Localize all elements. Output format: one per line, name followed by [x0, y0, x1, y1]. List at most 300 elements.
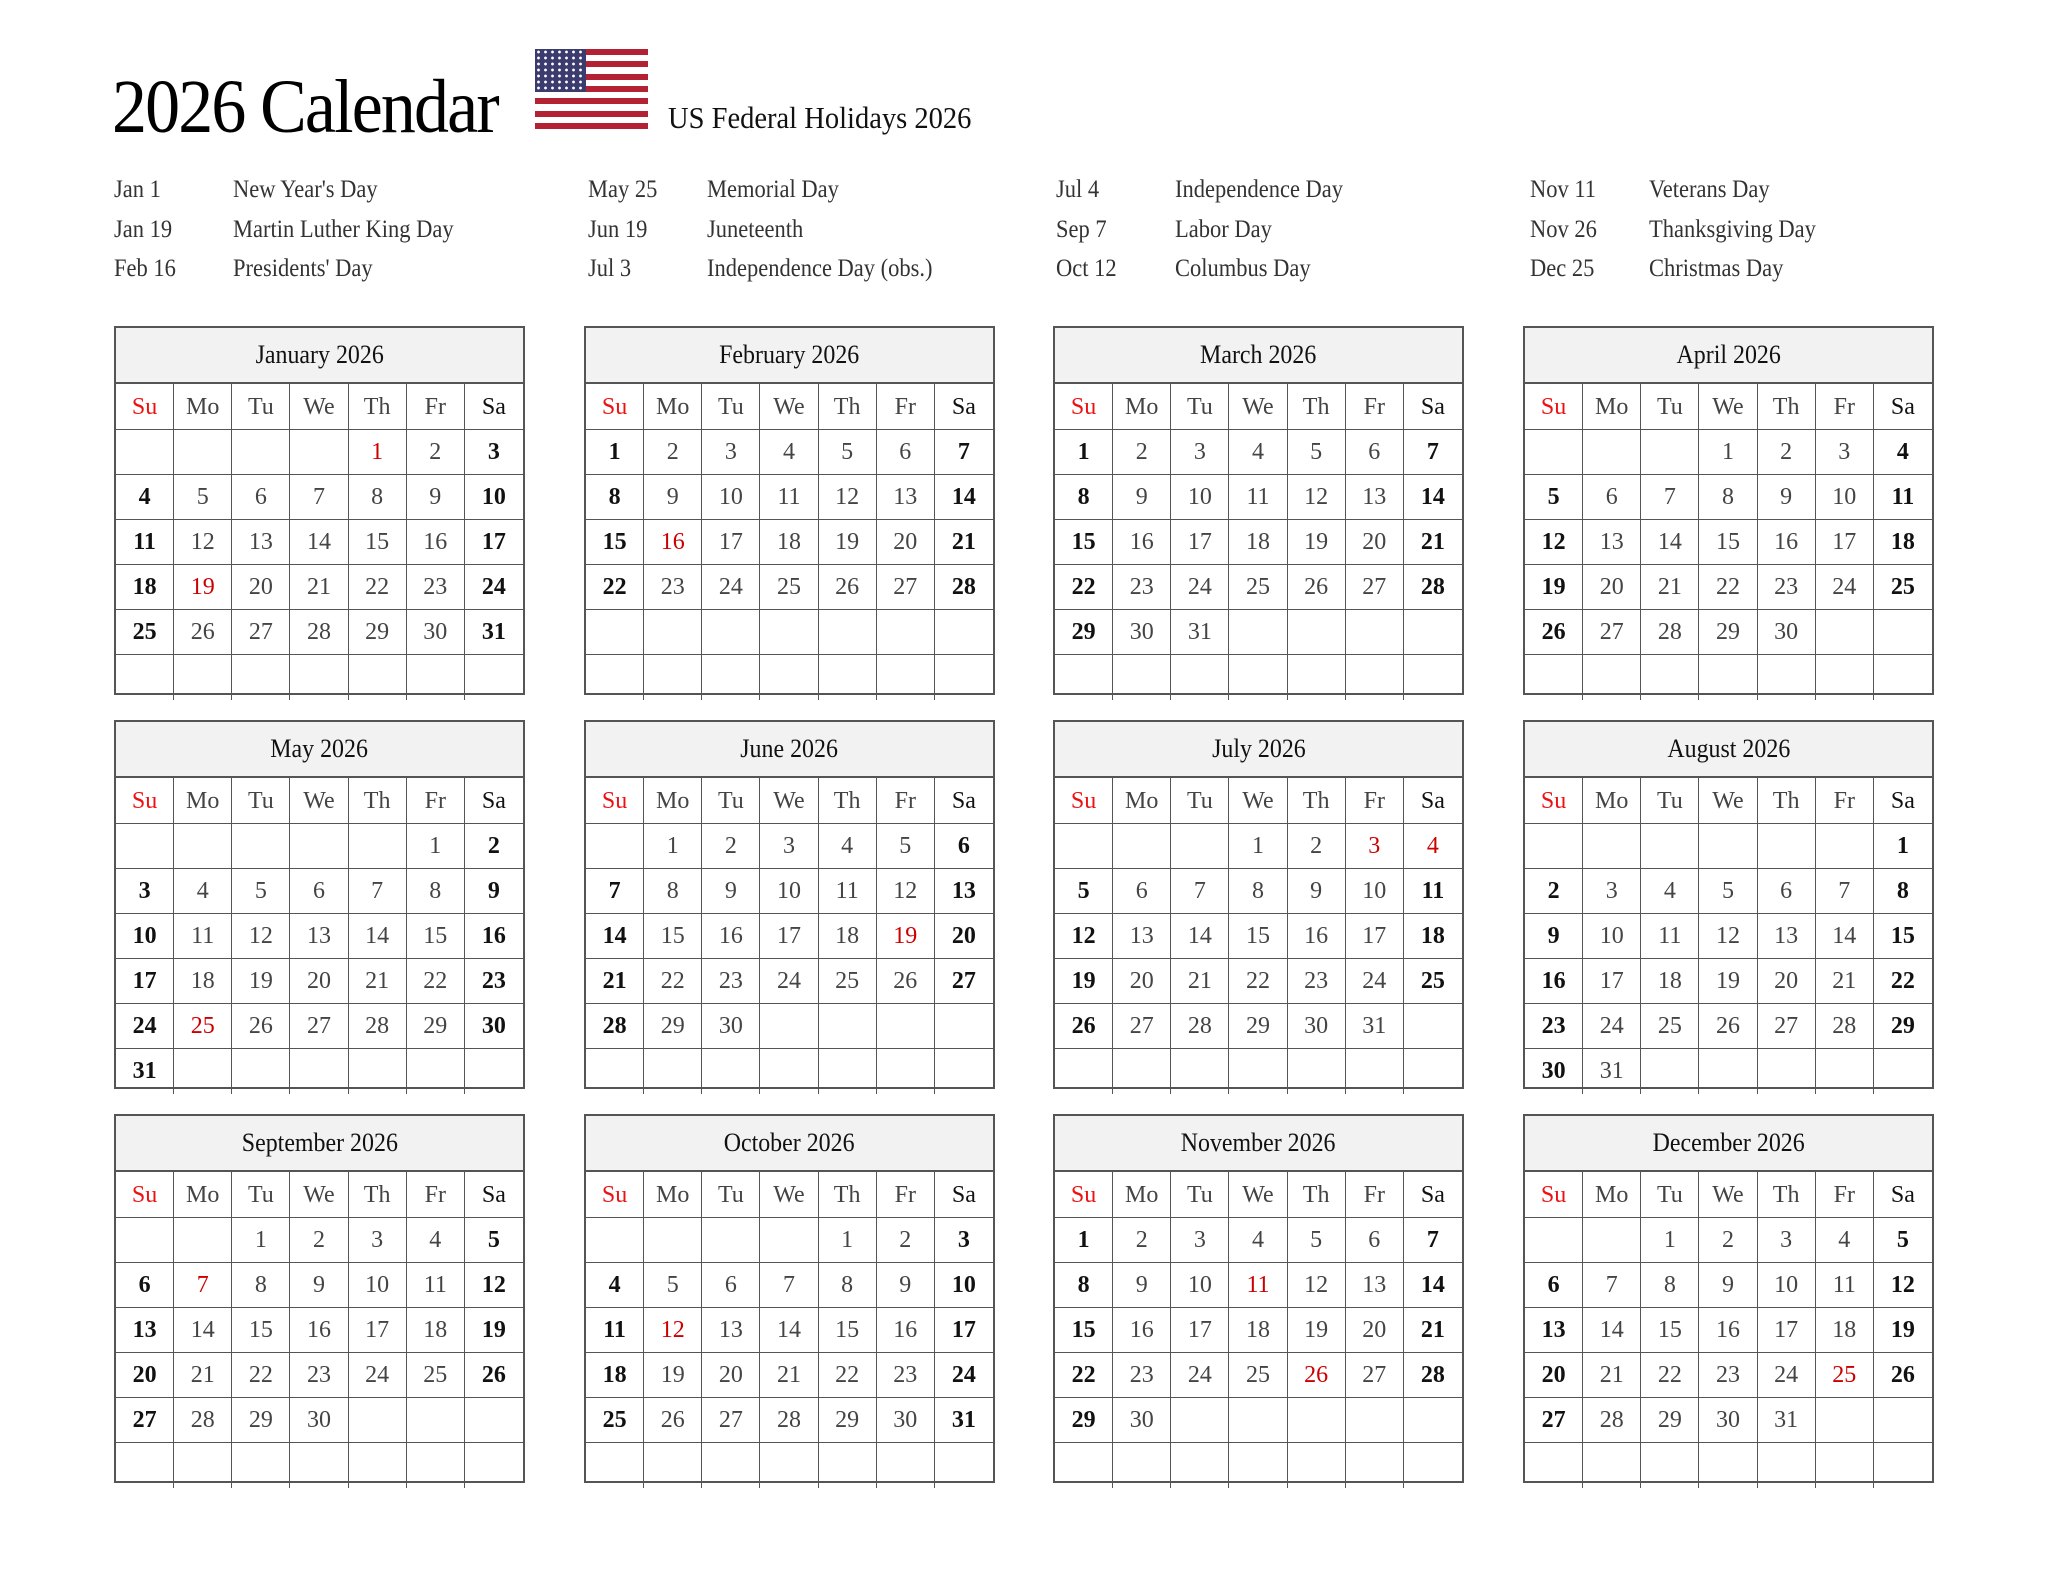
- day-cell: 24: [1346, 959, 1404, 1004]
- empty-day-cell: [232, 430, 290, 475]
- day-cell: 28: [586, 1004, 644, 1049]
- day-cell: 3: [116, 869, 174, 914]
- empty-day-cell: [760, 1004, 818, 1049]
- holiday-day-cell: 7: [174, 1263, 232, 1308]
- weekday-header: Fr: [1346, 384, 1404, 430]
- day-cell: 31: [1583, 1049, 1641, 1094]
- day-cell: 31: [1758, 1398, 1816, 1443]
- day-cell: 11: [407, 1263, 465, 1308]
- day-cell: 4: [586, 1263, 644, 1308]
- weekday-header: Sa: [465, 778, 523, 824]
- weekday-header: Su: [1525, 384, 1583, 430]
- day-cell: 14: [1404, 1263, 1462, 1308]
- day-cell: 23: [644, 565, 702, 610]
- holiday-date: Sep 7: [1056, 215, 1107, 243]
- day-cell: 16: [1113, 1308, 1171, 1353]
- month-calendar: [584, 1114, 995, 1483]
- day-cell: 16: [1699, 1308, 1757, 1353]
- day-cell: 11: [1404, 869, 1462, 914]
- day-cell: 31: [465, 610, 523, 655]
- day-cell: 13: [1346, 1263, 1404, 1308]
- day-cell: 13: [877, 475, 935, 520]
- empty-day-cell: [116, 655, 174, 700]
- empty-day-cell: [935, 610, 993, 655]
- day-cell: 6: [877, 430, 935, 475]
- empty-day-cell: [1641, 1443, 1699, 1488]
- day-cell: 5: [644, 1263, 702, 1308]
- day-cell: 25: [116, 610, 174, 655]
- empty-day-cell: [1641, 1049, 1699, 1094]
- day-cell: 26: [1699, 1004, 1757, 1049]
- day-cell: 25: [586, 1398, 644, 1443]
- day-cell: 10: [1583, 914, 1641, 959]
- empty-day-cell: [1288, 1443, 1346, 1488]
- day-cell: 27: [1346, 565, 1404, 610]
- weekday-header: We: [1699, 1172, 1757, 1218]
- weekday-header: We: [1699, 384, 1757, 430]
- empty-day-cell: [702, 1218, 760, 1263]
- empty-day-cell: [407, 1443, 465, 1488]
- empty-day-cell: [1816, 610, 1874, 655]
- day-cell: 8: [407, 869, 465, 914]
- day-cell: 10: [116, 914, 174, 959]
- holiday-day-cell: 25: [1816, 1353, 1874, 1398]
- holiday-name: Memorial Day: [707, 176, 839, 203]
- holiday-name: Juneteenth: [707, 215, 804, 243]
- day-cell: 18: [1816, 1308, 1874, 1353]
- empty-day-cell: [819, 1049, 877, 1094]
- day-cell: 9: [407, 475, 465, 520]
- day-cell: 3: [1171, 430, 1229, 475]
- weekday-header: Mo: [644, 778, 702, 824]
- weekday-header: Fr: [1816, 778, 1874, 824]
- day-cell: 5: [232, 869, 290, 914]
- day-cell: 28: [1171, 1004, 1229, 1049]
- day-cell: 21: [1816, 959, 1874, 1004]
- day-cell: 12: [1699, 914, 1757, 959]
- weekday-header: We: [1699, 778, 1757, 824]
- day-cell: 16: [1288, 914, 1346, 959]
- month-calendar: [1523, 1114, 1934, 1483]
- day-cell: 11: [760, 475, 818, 520]
- day-cell: 15: [1874, 914, 1932, 959]
- holiday-name: Labor Day: [1175, 215, 1272, 243]
- weekday-header: Tu: [702, 1172, 760, 1218]
- day-cell: 19: [1288, 520, 1346, 565]
- weekday-header: Mo: [1583, 1172, 1641, 1218]
- day-cell: 24: [1583, 1004, 1641, 1049]
- day-cell: 26: [644, 1398, 702, 1443]
- day-cell: 4: [1229, 1218, 1287, 1263]
- day-cell: 21: [935, 520, 993, 565]
- day-cell: 8: [1874, 869, 1932, 914]
- day-cell: 6: [116, 1263, 174, 1308]
- day-cell: 8: [1055, 1263, 1113, 1308]
- holiday-date: May 25: [588, 176, 658, 203]
- empty-day-cell: [819, 655, 877, 700]
- weekday-header: Fr: [877, 778, 935, 824]
- weekday-header: Fr: [1346, 1172, 1404, 1218]
- empty-day-cell: [1113, 1049, 1171, 1094]
- day-cell: 22: [1055, 565, 1113, 610]
- day-cell: 29: [1874, 1004, 1932, 1049]
- day-cell: 10: [1816, 475, 1874, 520]
- month-calendar: [114, 1114, 525, 1483]
- empty-day-cell: [174, 1218, 232, 1263]
- holiday-name: Veterans Day: [1649, 176, 1770, 203]
- day-cell: 9: [1699, 1263, 1757, 1308]
- day-cell: 25: [1229, 565, 1287, 610]
- empty-day-cell: [1055, 824, 1113, 869]
- day-cell: 17: [935, 1308, 993, 1353]
- day-cell: 28: [349, 1004, 407, 1049]
- weekday-header: Th: [819, 1172, 877, 1218]
- day-cell: 18: [1229, 520, 1287, 565]
- empty-day-cell: [1816, 824, 1874, 869]
- month-title: [586, 328, 993, 384]
- weekday-header: Tu: [232, 1172, 290, 1218]
- empty-day-cell: [1525, 1443, 1583, 1488]
- empty-day-cell: [1346, 1049, 1404, 1094]
- weekday-header: Tu: [1171, 778, 1229, 824]
- empty-day-cell: [877, 1049, 935, 1094]
- empty-day-cell: [644, 1218, 702, 1263]
- weekday-header: Sa: [1874, 384, 1932, 430]
- day-cell: 19: [819, 520, 877, 565]
- empty-day-cell: [1583, 824, 1641, 869]
- day-cell: 5: [877, 824, 935, 869]
- day-cell: 15: [819, 1308, 877, 1353]
- day-cell: 13: [1113, 914, 1171, 959]
- empty-day-cell: [1583, 1218, 1641, 1263]
- day-cell: 30: [877, 1398, 935, 1443]
- holiday-day-cell: 12: [644, 1308, 702, 1353]
- day-cell: 12: [1288, 1263, 1346, 1308]
- month-title-text: November 2026: [1181, 1128, 1336, 1157]
- flag-canton: [535, 49, 586, 92]
- day-cell: 28: [935, 565, 993, 610]
- month-title: [1055, 328, 1462, 384]
- weekday-header: Tu: [702, 778, 760, 824]
- day-cell: 11: [586, 1308, 644, 1353]
- empty-day-cell: [1816, 1049, 1874, 1094]
- day-cell: 25: [1641, 1004, 1699, 1049]
- weekday-header: Su: [1055, 384, 1113, 430]
- day-cell: 1: [819, 1218, 877, 1263]
- day-cell: 6: [702, 1263, 760, 1308]
- empty-day-cell: [290, 430, 348, 475]
- day-cell: 7: [1816, 869, 1874, 914]
- day-cell: 9: [1113, 475, 1171, 520]
- empty-day-cell: [1874, 655, 1932, 700]
- day-cell: 2: [1758, 430, 1816, 475]
- empty-day-cell: [1525, 655, 1583, 700]
- day-cell: 15: [586, 520, 644, 565]
- month-calendar: [114, 326, 525, 695]
- day-cell: 28: [174, 1398, 232, 1443]
- weekday-header: Su: [1055, 1172, 1113, 1218]
- day-cell: 18: [407, 1308, 465, 1353]
- day-cell: 1: [586, 430, 644, 475]
- day-cell: 23: [1113, 1353, 1171, 1398]
- day-cell: 26: [1288, 565, 1346, 610]
- day-cell: 24: [1171, 565, 1229, 610]
- day-cell: 3: [935, 1218, 993, 1263]
- day-cell: 18: [1874, 520, 1932, 565]
- day-cell: 29: [644, 1004, 702, 1049]
- day-cell: 2: [877, 1218, 935, 1263]
- empty-day-cell: [1404, 1398, 1462, 1443]
- day-cell: 27: [232, 610, 290, 655]
- day-cell: 7: [349, 869, 407, 914]
- day-cell: 20: [702, 1353, 760, 1398]
- day-cell: 3: [760, 824, 818, 869]
- month-title-text: May 2026: [270, 734, 369, 763]
- empty-day-cell: [232, 1443, 290, 1488]
- holiday-date: Oct 12: [1056, 255, 1117, 282]
- month-calendar: [584, 326, 995, 695]
- day-cell: 3: [702, 430, 760, 475]
- empty-day-cell: [1229, 1049, 1287, 1094]
- month-title: [586, 1116, 993, 1172]
- month-title: [116, 1116, 523, 1172]
- day-cell: 14: [290, 520, 348, 565]
- day-cell: 4: [407, 1218, 465, 1263]
- empty-day-cell: [407, 655, 465, 700]
- month-title-text: June 2026: [740, 734, 839, 763]
- weekday-header: Sa: [1874, 778, 1932, 824]
- day-cell: 23: [877, 1353, 935, 1398]
- day-cell: 6: [1758, 869, 1816, 914]
- weekday-header: Mo: [644, 384, 702, 430]
- day-cell: 4: [760, 430, 818, 475]
- day-cell: 16: [465, 914, 523, 959]
- empty-day-cell: [760, 1443, 818, 1488]
- day-cell: 5: [1525, 475, 1583, 520]
- holiday-date: Jul 4: [1056, 176, 1100, 203]
- month-day-grid: [1525, 778, 1932, 1094]
- month-day-grid: [116, 1172, 523, 1488]
- day-cell: 10: [349, 1263, 407, 1308]
- holiday-day-cell: 16: [644, 520, 702, 565]
- day-cell: 21: [290, 565, 348, 610]
- empty-day-cell: [877, 1004, 935, 1049]
- month-day-grid: [1525, 1172, 1932, 1488]
- day-cell: 28: [1404, 565, 1462, 610]
- day-cell: 27: [1583, 610, 1641, 655]
- day-cell: 1: [644, 824, 702, 869]
- weekday-header: Th: [1758, 384, 1816, 430]
- day-cell: 14: [1171, 914, 1229, 959]
- day-cell: 6: [1583, 475, 1641, 520]
- weekday-header: Tu: [702, 384, 760, 430]
- weekday-header: Mo: [174, 778, 232, 824]
- month-title: [1525, 328, 1932, 384]
- holiday-date: Jul 3: [588, 255, 632, 282]
- weekday-header: Sa: [1404, 778, 1462, 824]
- day-cell: 7: [586, 869, 644, 914]
- month-day-grid: [1055, 384, 1462, 700]
- day-cell: 21: [586, 959, 644, 1004]
- flag-stripe: [535, 123, 648, 129]
- day-cell: 27: [1525, 1398, 1583, 1443]
- day-cell: 18: [760, 520, 818, 565]
- day-cell: 9: [290, 1263, 348, 1308]
- weekday-header: Sa: [1874, 1172, 1932, 1218]
- empty-day-cell: [1288, 655, 1346, 700]
- day-cell: 4: [1874, 430, 1932, 475]
- day-cell: 26: [1874, 1353, 1932, 1398]
- empty-day-cell: [1113, 1443, 1171, 1488]
- day-cell: 27: [702, 1398, 760, 1443]
- weekday-header: We: [290, 778, 348, 824]
- day-cell: 7: [1583, 1263, 1641, 1308]
- day-cell: 11: [174, 914, 232, 959]
- month-calendar: [1523, 720, 1934, 1089]
- day-cell: 24: [1171, 1353, 1229, 1398]
- weekday-header: Sa: [465, 384, 523, 430]
- day-cell: 19: [1055, 959, 1113, 1004]
- empty-day-cell: [644, 610, 702, 655]
- weekday-header: Su: [586, 1172, 644, 1218]
- weekday-header: We: [290, 1172, 348, 1218]
- weekday-header: We: [290, 384, 348, 430]
- day-cell: 6: [232, 475, 290, 520]
- day-cell: 25: [819, 959, 877, 1004]
- day-cell: 30: [1758, 610, 1816, 655]
- day-cell: 4: [174, 869, 232, 914]
- day-cell: 29: [232, 1398, 290, 1443]
- holiday-name: Columbus Day: [1175, 255, 1311, 282]
- day-cell: 1: [1699, 430, 1757, 475]
- empty-day-cell: [1874, 1398, 1932, 1443]
- empty-day-cell: [1229, 610, 1287, 655]
- day-cell: 14: [174, 1308, 232, 1353]
- day-cell: 30: [1113, 610, 1171, 655]
- empty-day-cell: [702, 610, 760, 655]
- weekday-header: Th: [819, 384, 877, 430]
- day-cell: 26: [232, 1004, 290, 1049]
- day-cell: 31: [116, 1049, 174, 1094]
- day-cell: 13: [935, 869, 993, 914]
- month-title: [1525, 1116, 1932, 1172]
- month-calendar: [1053, 326, 1464, 695]
- day-cell: 20: [935, 914, 993, 959]
- holiday-name: Independence Day (obs.): [707, 255, 933, 282]
- weekday-header: Mo: [1113, 778, 1171, 824]
- day-cell: 30: [407, 610, 465, 655]
- day-cell: 17: [1171, 520, 1229, 565]
- month-day-grid: [1525, 384, 1932, 700]
- day-cell: 27: [290, 1004, 348, 1049]
- day-cell: 2: [290, 1218, 348, 1263]
- day-cell: 29: [1641, 1398, 1699, 1443]
- empty-day-cell: [116, 1218, 174, 1263]
- empty-day-cell: [1346, 1443, 1404, 1488]
- day-cell: 23: [1288, 959, 1346, 1004]
- empty-day-cell: [1641, 824, 1699, 869]
- day-cell: 17: [1758, 1308, 1816, 1353]
- day-cell: 22: [1641, 1353, 1699, 1398]
- day-cell: 5: [1699, 869, 1757, 914]
- day-cell: 14: [349, 914, 407, 959]
- day-cell: 27: [935, 959, 993, 1004]
- empty-day-cell: [1758, 1443, 1816, 1488]
- empty-day-cell: [349, 1049, 407, 1094]
- empty-day-cell: [465, 1443, 523, 1488]
- day-cell: 19: [232, 959, 290, 1004]
- holiday-name: New Year's Day: [233, 176, 378, 203]
- empty-day-cell: [935, 1049, 993, 1094]
- day-cell: 9: [1758, 475, 1816, 520]
- day-cell: 14: [1404, 475, 1462, 520]
- day-cell: 13: [1758, 914, 1816, 959]
- empty-day-cell: [877, 1443, 935, 1488]
- day-cell: 21: [174, 1353, 232, 1398]
- day-cell: 8: [1641, 1263, 1699, 1308]
- day-cell: 8: [1699, 475, 1757, 520]
- day-cell: 7: [290, 475, 348, 520]
- day-cell: 30: [1525, 1049, 1583, 1094]
- empty-day-cell: [1288, 610, 1346, 655]
- day-cell: 4: [1229, 430, 1287, 475]
- empty-day-cell: [1171, 824, 1229, 869]
- empty-day-cell: [644, 1049, 702, 1094]
- page-title: 2026 Calendar: [112, 65, 498, 149]
- weekday-header: Sa: [1404, 384, 1462, 430]
- weekday-header: Fr: [407, 778, 465, 824]
- day-cell: 10: [935, 1263, 993, 1308]
- day-cell: 21: [1404, 520, 1462, 565]
- weekday-header: Sa: [935, 1172, 993, 1218]
- day-cell: 20: [232, 565, 290, 610]
- empty-day-cell: [1816, 1443, 1874, 1488]
- empty-day-cell: [1113, 655, 1171, 700]
- day-cell: 13: [232, 520, 290, 565]
- empty-day-cell: [1583, 1443, 1641, 1488]
- day-cell: 17: [1816, 520, 1874, 565]
- empty-day-cell: [407, 1049, 465, 1094]
- month-title: [1055, 722, 1462, 778]
- empty-day-cell: [1346, 655, 1404, 700]
- day-cell: 21: [349, 959, 407, 1004]
- day-cell: 23: [1699, 1353, 1757, 1398]
- day-cell: 8: [232, 1263, 290, 1308]
- day-cell: 22: [1055, 1353, 1113, 1398]
- day-cell: 2: [465, 824, 523, 869]
- empty-day-cell: [1699, 1443, 1757, 1488]
- day-cell: 26: [1055, 1004, 1113, 1049]
- day-cell: 26: [465, 1353, 523, 1398]
- day-cell: 26: [819, 565, 877, 610]
- holiday-name: Christmas Day: [1649, 255, 1784, 282]
- holiday-name: Thanksgiving Day: [1649, 215, 1816, 243]
- empty-day-cell: [1288, 1049, 1346, 1094]
- empty-day-cell: [644, 655, 702, 700]
- empty-day-cell: [1171, 1443, 1229, 1488]
- holiday-date: Dec 25: [1530, 255, 1595, 282]
- day-cell: 7: [935, 430, 993, 475]
- empty-day-cell: [1699, 824, 1757, 869]
- day-cell: 5: [1288, 1218, 1346, 1263]
- day-cell: 23: [1113, 565, 1171, 610]
- weekday-header: Th: [1288, 778, 1346, 824]
- day-cell: 12: [819, 475, 877, 520]
- weekday-header: Th: [349, 1172, 407, 1218]
- empty-day-cell: [1113, 824, 1171, 869]
- day-cell: 15: [349, 520, 407, 565]
- day-cell: 18: [1229, 1308, 1287, 1353]
